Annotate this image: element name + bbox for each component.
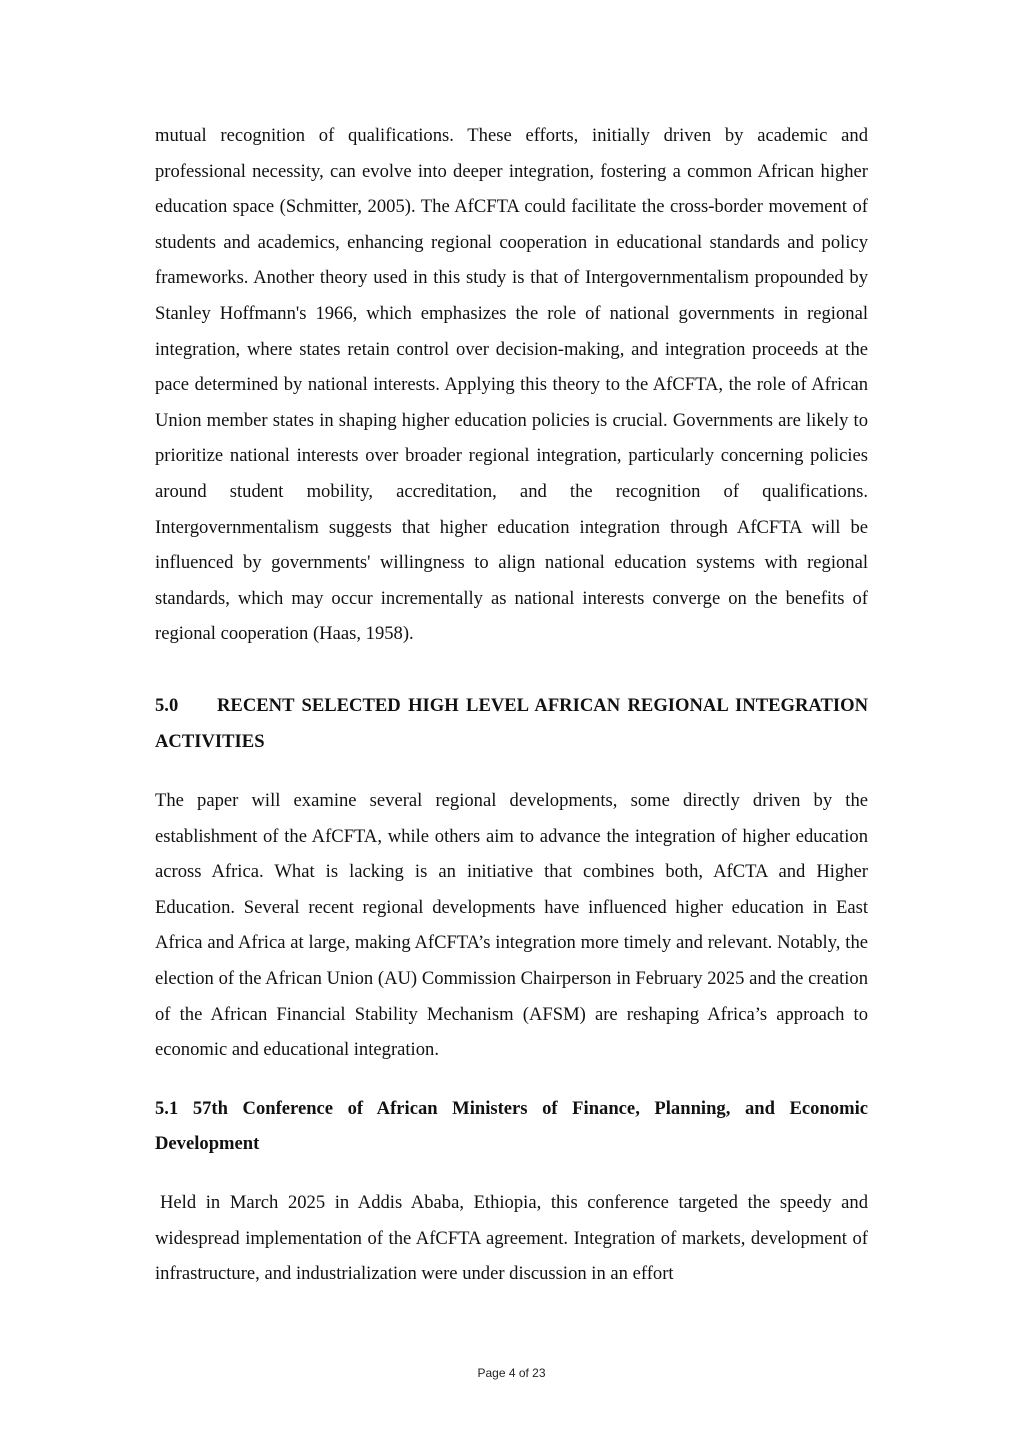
section-title: RECENT SELECTED HIGH LEVEL AFRICAN REGIONAL INTEGRATION ACTIVITIES xyxy=(155,694,868,752)
document-page xyxy=(155,118,868,1292)
section-number: 5.0 xyxy=(155,694,179,716)
paragraph-conference: Held in March 2025 in Addis Ababa, Ethiopia, this conference targeted the speedy and widespread implementation of the AfCFTA agreement. Integration of markets, development of infrastructure, and industrialization were under discussion in an effort xyxy=(155,1192,868,1285)
section-heading-5-1: 5.1 57th Conference of African Ministers of Finance, Planning, and Economic Development xyxy=(155,1097,868,1155)
paragraph-theory: mutual recognition of qualifications. These efforts, initially driven by academic and professional necessity, can evolve into deeper integration, fostering a common African higher education space (Schmitter, 2005). The AfCFTA could facilitate the cross-border movement of students and academics, enhancing regional cooperation in educational standards and policy frameworks. Another theory used in this study is that of Intergovernmentalism propounded by Stanley Hoffmann's 1966, which emphasizes the role of national governments in regional integration, where states retain control over decision-making, and integration proceeds at the pace determined by national interests. Applying this theory to the AfCFTA, the role of African Union member states in shaping higher education policies is crucial. Governments are likely to prioritize national interests over broader regional integration, particularly concerning policies around student mobility, accreditation, and the recognition of qualifications. Intergovernmentalism suggests that higher education integration through AfCFTA will be influenced by governments' willingness to align national education systems with regional standards, which may occur incrementally as national interests converge on the benefits of regional cooperation (Haas, 1958). xyxy=(155,125,868,645)
section-heading-5-0 xyxy=(155,688,868,759)
page-footer: Page 4 of 23 xyxy=(477,1366,546,1380)
paragraph-regional-developments: The paper will examine several regional developments, some directly driven by the establishment of the AfCFTA, while others aim to advance the integration of higher education across Africa. What is lacking is an initiative that combines both, AfCTA and Higher Education. Several recent regional developments have influenced higher education in East Africa and Africa at large, making AfCFTA’s integration more timely and relevant. Notably, the election of the African Union (AU) Commission Chairperson in February 2025 and the creation of the African Financial Stability Mechanism (AFSM) are reshaping Africa’s approach to economic and educational integration. xyxy=(155,790,868,1061)
